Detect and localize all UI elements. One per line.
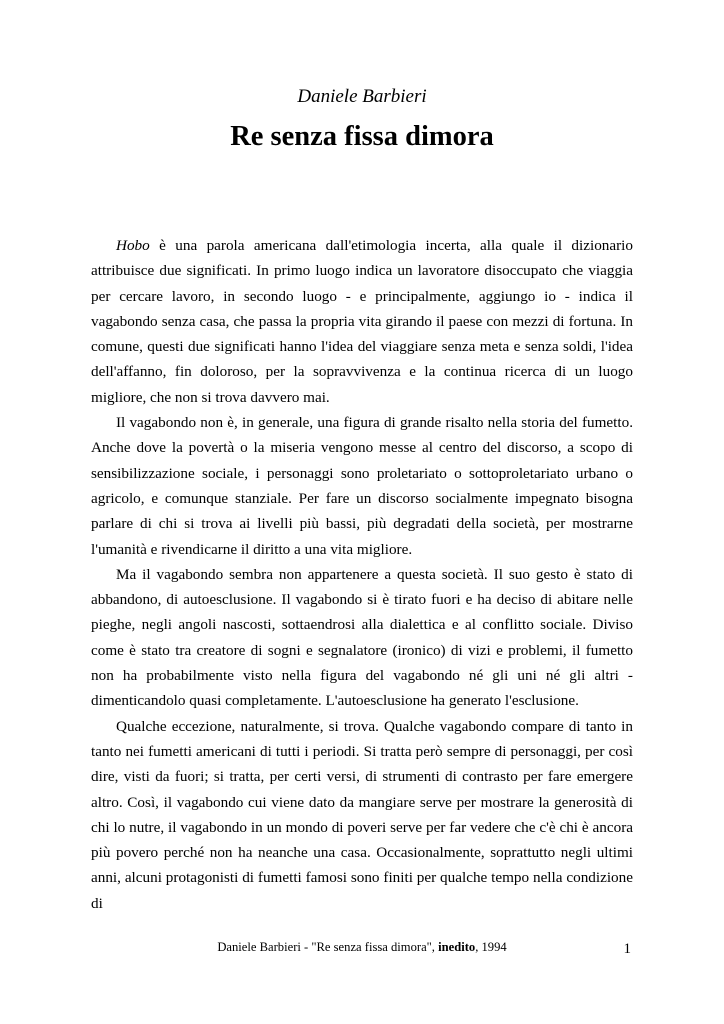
page-number: 1 [623, 941, 631, 957]
footer-status: inedito [438, 940, 476, 954]
footer-year: , 1994 [475, 940, 507, 954]
paragraph-1-keyword: Hobo [116, 237, 150, 254]
paragraph-2: Il vagabondo non è, in generale, una figura di grande risalto nella storia del fumetto. Anche dove la povertà o la miseria vengono messe al centro del discorso, a scopo di sensibilizzazione sociale, i personaggi sono proletariato o sottoproletariato urbano o agricolo, e comunque stanziale. Per fare un discorso socialmente impegnato bisogna parlare di chi si trova ai livelli più bassi, più degradati della società, per mostrarne l'umanità e rivendicarne il diritto a una vita migliore. [91, 414, 633, 558]
paragraph-3: Ma il vagabondo sembra non appartenere a questa società. Il suo gesto è stato di abbandono, di autoesclusione. Il vagabondo si è tirato fuori e ha deciso di abitare nelle pieghe, negli angoli nascosti, sottaendrosi alla dialettica e al conflitto sociale. Diviso come è stato tra creatore di sogni e segnalatore (ironico) di vizi e problemi, il fumetto non ha probabilmente visto nella figura del vagabondo né gli uni né gli altri - dimenticandolo quasi completamente. L'autoesclusione ha generato l'esclusione. [91, 565, 633, 710]
document-title: Re senza fissa dimora [230, 121, 494, 152]
article-body [91, 233, 633, 916]
paragraph-1-text: è una parola americana dall'etimologia incerta, alla quale il dizionario attribuisce due significati. In primo luogo indica un lavoratore disoccupato che viaggia per cercare lavoro, in secondo luogo - e principalmente, aggiungo io - indica il vagabondo senza casa, che passa la propria vita girando il paese con mezzi di fortuna. In comune, questi due significati hanno l'idea del viaggiare senza meta e senza soldi, l'idea dell'affanno, fin doloroso, per la sopravvivenza e la continua ricerca di un luogo migliore, che non si trova davvero mai. [91, 237, 633, 406]
paragraph-4: Qualche eccezione, naturalmente, si trova. Qualche vagabondo compare di tanto in tanto nei fumetti americani di tutti i periodi. Si tratta però sempre di personaggi, per così dire, visti da fuori; si tratta, per certi versi, di strumenti di contrasto per fare emergere altro. Così, il vagabondo cui viene dato da mangiare serve per mostrare la generosità di chi lo nutre, il vagabondo in un mondo di poveri serve per far vedere che c'è chi è ancora più povero perché non ha neanche una casa. Occasionalmente, soprattutto negli ultimi anni, alcuni protagonisti di fumetti famosi sono finiti per qualche tempo nella condizione di [91, 717, 633, 912]
footer-citation-prefix: Daniele Barbieri - "Re senza fissa dimora", [217, 940, 439, 954]
author-name: Daniele Barbieri [297, 86, 427, 107]
paragraph-1 [91, 233, 633, 410]
footer-citation [0, 938, 724, 956]
